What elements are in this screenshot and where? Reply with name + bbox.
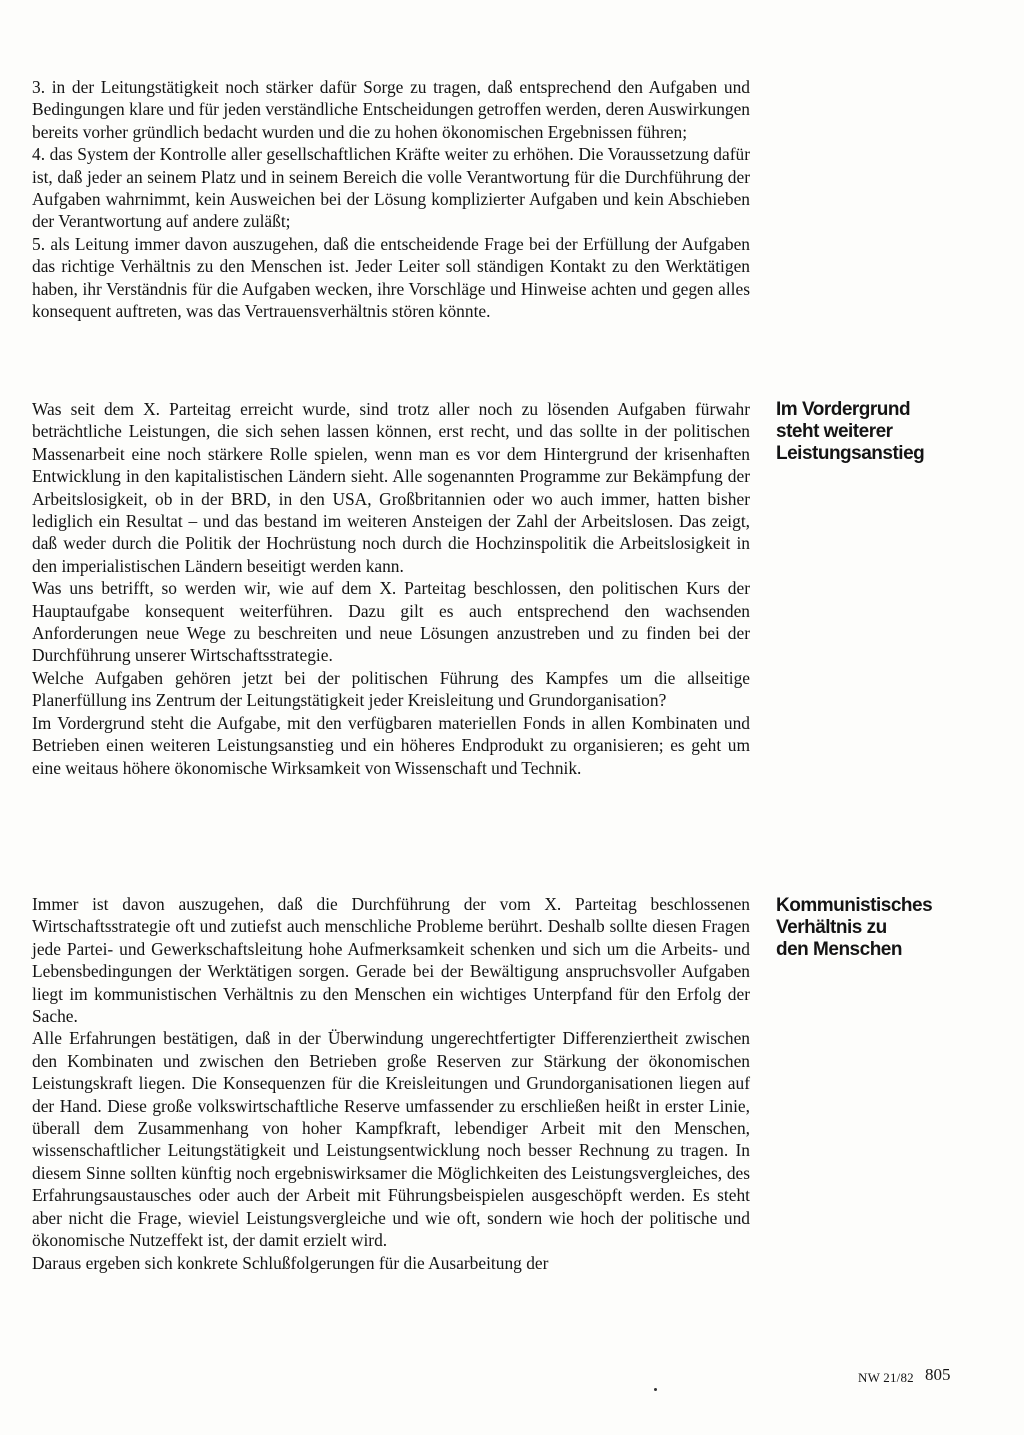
paragraph: Immer ist davon auszugehen, daß die Durchführung der vom X. Parteitag beschlossenen Wirtschaftsstrategie oft und zutiefst auch menschliche Probleme berührt. Deshalb sollte diesen Fragen jede Partei- und Gewerkschaftsleitung hohe Aufmerksamkeit schenken und sich um die Arbeits- und Lebensbedingungen der Werktätigen sorgen. Gerade bei der Bewältigung anspruchsvoller Aufgaben liegt im kommunistischen Verhältnis zu den Menschen ein wichtiges Unterpfand für den Erfolg der Sache. — [32, 894, 750, 1027]
print-speck — [654, 1388, 657, 1391]
text-block-menschen — [32, 893, 750, 1274]
side-heading-line: den Menschen — [776, 939, 902, 960]
paragraph: 4. das System der Kontrolle aller gesellschaftlichen Kräfte weiter zu erhöhen. Die Voraussetzung dafür ist, daß jeder an seinem Platz und in seinem Bereich die volle Verantwortung für die Durchführung der Aufgaben wahrnimmt, kein Ausweichen bei der Lösung komplizierter Aufgaben und kein Abschieben der Verantwortung auf andere zuläßt; — [32, 144, 750, 232]
side-heading-verhaeltnis — [776, 895, 986, 961]
journal-issue: NW 21/82 — [858, 1370, 914, 1385]
page-number: 805 — [925, 1365, 951, 1384]
paragraph: Was uns betrifft, so werden wir, wie auf dem X. Parteitag beschlossen, den politischen Kurs der Hauptaufgabe konsequent weiterführen. Dazu gilt es auch entsprechend den wachsenden Anforderungen neue Wege zu beschreiten und neue Lösungen anzustreben und zu finden bei der Durchführung unserer Wirtschaftsstrategie. — [32, 578, 750, 666]
paragraph: 3. in der Leitungstätigkeit noch stärker dafür Sorge zu tragen, daß entsprechend den Aufgaben und Bedingungen klare und für jeden verständliche Entscheidungen getroffen werden, deren Auswirkungen bereits vorher gründlich bedacht wurden und die zu hohen ökonomischen Ergebnissen führen; — [32, 77, 750, 142]
side-heading-line: steht weiterer — [776, 421, 893, 442]
side-heading-line: Im Vordergrund — [776, 399, 911, 420]
side-heading-line: Kommunistisches — [776, 895, 933, 916]
paragraph: Daraus ergeben sich konkrete Schlußfolgerungen für die Ausarbeitung der — [32, 1252, 549, 1273]
paragraph: Alle Erfahrungen bestätigen, daß in der Überwindung ungerechtfertigter Differenziertheit zwischen den Kombinaten und zwischen den Betrieben große Reserven zur Stärkung der ökonomischen Leistungskraft liegen. Die Konsequenzen für die Kreisleitungen und Grundorganisationen liegen auf der Hand. Diese große volkswirtschaftliche Reserve umfassender zu erschließen heißt in erster Linie, überall dem Zusammenhang von hoher Kampfkraft, lebendiger Arbeit mit den Menschen, wissenschaftlicher Leitungstätigkeit und Leistungsentwicklung noch besser Rechnung zu tragen. In diesem Sinne sollten künftig noch ergebniswirksamer die Möglichkeiten des Leistungsvergleiches, des Erfahrungsaustausches oder auch der Arbeit mit Führungsbeispielen ausgeschöpft werden. Es steht aber nicht die Frage, wieviel Leistungsvergleiche und wie oft, sondern wie hoch der politische und ökonomische Nutzeffekt ist, der damit erzielt wird. — [32, 1028, 750, 1251]
paragraph: 5. als Leitung immer davon auszugehen, daß die entscheidende Frage bei der Erfüllung der Aufgaben das richtige Verhältnis zu den Menschen ist. Jeder Leiter soll ständigen Kontakt zu den Werktätigen haben, ihr Verständnis für die Aufgaben wecken, ihre Vorschläge und Hinweise achten und gegen alles konsequent auftreten, was das Vertrauensverhältnis stören könnte. — [32, 233, 750, 322]
text-block-intro — [32, 76, 750, 322]
side-heading-leistungsanstieg — [776, 399, 986, 465]
text-block-vordergrund — [32, 398, 750, 779]
paragraph: Was seit dem X. Parteitag erreicht wurde, sind trotz aller noch zu lösenden Aufgaben fürwahr beträchtliche Leistungen, die sich sehen lassen können, erst recht, und das sollte in der politischen Massenarbeit eine noch stärkere Rolle spielen, wenn man es vor dem Hintergrund der krisenhaften Entwicklung in den kapitalistischen Ländern sieht. Alle sogenannten Programme zur Bekämpfung der Arbeitslosigkeit, ob in der BRD, in den USA, Großbritannien oder wo auch immer, hatten bisher lediglich ein Resultat – und das bestand im weiteren Ansteigen der Zahl der Arbeitslosen. Das zeigt, daß weder durch die Politik der Hochrüstung noch durch die Hochzinspolitik die Arbeitslosigkeit in den imperialistischen Ländern beseitigt werden kann. — [32, 399, 750, 576]
paragraph: Welche Aufgaben gehören jetzt bei der politischen Führung des Kampfes um die allseitige Planerfüllung ins Zentrum der Leitungstätigkeit jeder Kreisleitung und Grundorganisation? — [32, 667, 750, 711]
paragraph: Im Vordergrund steht die Aufgabe, mit den verfügbaren materiellen Fonds in allen Kombinaten und Betrieben einen weiteren Leistungsanstieg und ein höheres Endprodukt zu organisieren; es geht um eine weitaus höhere ökonomische Wirksamkeit von Wissenschaft und Technik. — [32, 712, 750, 778]
side-heading-line: Leistungsanstieg — [776, 443, 925, 464]
side-heading-line: Verhältnis zu — [776, 917, 887, 938]
